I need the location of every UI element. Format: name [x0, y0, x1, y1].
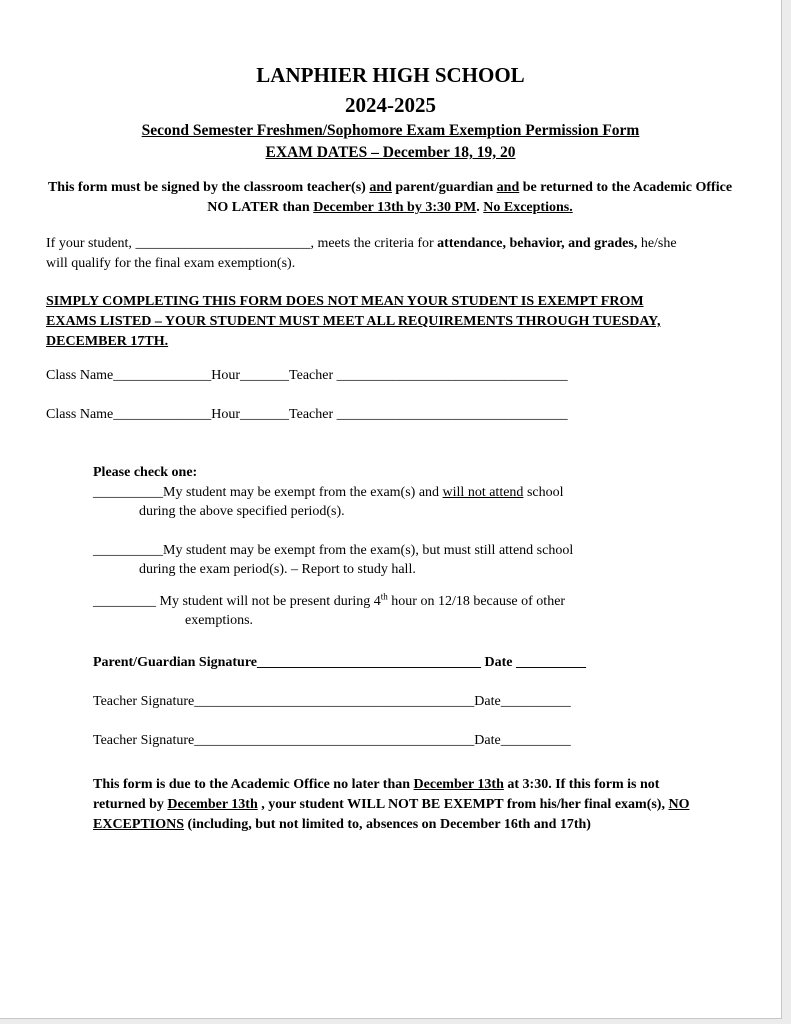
class-row-2: Class Name______________Hour_______Teacher _________________________________: [46, 407, 568, 422]
parent-signature-field[interactable]: ________________________________: [257, 655, 482, 670]
exam-dates: EXAM DATES – December 18, 19, 20: [265, 144, 516, 161]
check-one-heading: Please check one:: [93, 465, 198, 480]
requirements-warning: SIMPLY COMPLETING THIS FORM DOES NOT MEAN YOUR STUDENT IS EXEMPT FROM EXAMS LISTED – YOUR STUDENT MUST MEET ALL REQUIREMENTS THROUGH TUESDAY, DECEMBER 17TH.: [46, 294, 661, 349]
submission-notice: This form must be signed by the classroom teacher(s) and parent/guardian and be returned to the Academic Office NO LATER than December 13th by 3:30 PM. No Exceptions.: [47, 180, 733, 215]
school-year: 2024-2025: [345, 93, 436, 117]
hour-blank[interactable]: _______: [240, 368, 290, 383]
class-row-1: Class Name______________Hour_______Teacher _________________________________: [46, 368, 568, 383]
class-name-blank[interactable]: ______________: [113, 407, 212, 422]
student-name-blank[interactable]: _________________________: [135, 236, 311, 251]
class-name-blank[interactable]: ______________: [113, 368, 212, 383]
option-1-line-2: during the above specified period(s).: [139, 504, 345, 519]
option-3-line-1: _________ My student will not be present during 4th hour on 12/18 because of other: [93, 591, 566, 609]
parent-date-field[interactable]: __________: [516, 655, 587, 670]
option-2-checkbox[interactable]: __________: [93, 543, 163, 558]
teacher-signature-row-2: Teacher Signature________________________________________Date__________: [93, 733, 571, 748]
due-date-footer: This form is due to the Academic Office no later than December 13th at 3:30. If this form is not returned by December 13th , your student WILL NOT BE EXEMPT from his/her final exam(s), NO EXCEPTIONS (including, but not limited to, absences on December 16th and 17th): [93, 777, 690, 832]
option-2-line-1: __________My student may be exempt from the exam(s), but must still attend school: [93, 543, 574, 558]
option-3-checkbox[interactable]: _________: [93, 594, 156, 609]
option-1-line-1: __________My student may be exempt from the exam(s) and will not attend school: [93, 485, 564, 500]
teacher-blank[interactable]: _________________________________: [336, 368, 568, 383]
school-name: LANPHIER HIGH SCHOOL: [256, 63, 525, 87]
parent-signature-row: Parent/Guardian Signature________________________________ Date __________: [93, 655, 587, 670]
hour-blank[interactable]: _______: [240, 407, 290, 422]
criteria-paragraph: If your student, _________________________, meets the criteria for attendance, behavior, and grades, he/she will qualify for the final exam exemption(s).: [46, 236, 677, 271]
option-1-checkbox[interactable]: __________: [93, 485, 163, 500]
option-3-line-2: exemptions.: [185, 613, 254, 628]
teacher-signature-field[interactable]: ________________________________________: [194, 733, 475, 748]
form-title: Second Semester Freshmen/Sophomore Exam Exemption Permission Form: [141, 122, 640, 139]
teacher-date-field[interactable]: __________: [500, 733, 571, 748]
teacher-blank[interactable]: _________________________________: [336, 407, 568, 422]
option-2-line-2: during the exam period(s). – Report to study hall.: [139, 562, 416, 577]
teacher-date-field[interactable]: __________: [500, 694, 571, 709]
teacher-signature-row-1: Teacher Signature________________________________________Date__________: [93, 694, 571, 709]
teacher-signature-field[interactable]: ________________________________________: [194, 694, 475, 709]
